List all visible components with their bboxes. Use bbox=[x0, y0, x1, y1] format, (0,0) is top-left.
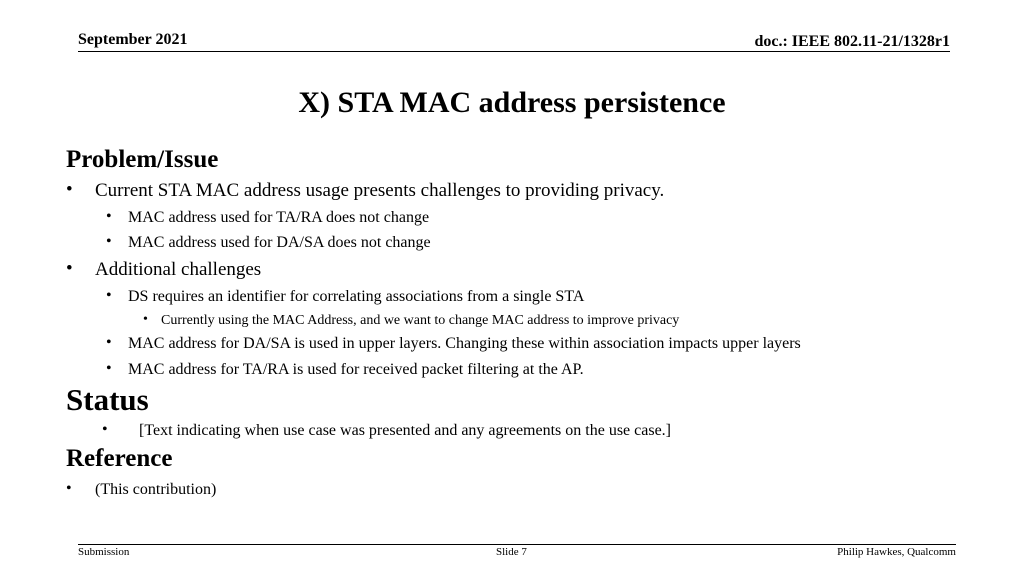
bullet-icon: • bbox=[106, 360, 112, 377]
bullet-text: Additional challenges bbox=[95, 259, 262, 280]
bullet-icon: • bbox=[106, 287, 112, 304]
bullet-text: MAC address used for DA/SA does not change bbox=[128, 234, 431, 251]
bullet-text: DS requires an identifier for correlating associations from a single STA bbox=[128, 288, 585, 305]
bullet-icon: • bbox=[106, 233, 112, 250]
section-heading-status: Status bbox=[66, 382, 149, 417]
bullet-icon: • bbox=[66, 480, 72, 497]
bullet-text: Currently using the MAC Address, and we want to change MAC address to improve privacy bbox=[161, 313, 680, 328]
bullet-text: (This contribution) bbox=[95, 481, 217, 498]
bullet-icon: • bbox=[106, 208, 112, 225]
slide-title: X) STA MAC address persistence bbox=[298, 86, 726, 119]
header-doc-id: doc.: IEEE 802.11-21/1328r1 bbox=[754, 33, 950, 50]
bullet-icon: • bbox=[143, 312, 148, 327]
bullet-icon: • bbox=[66, 179, 73, 200]
header-rule bbox=[78, 51, 950, 52]
header-date: September 2021 bbox=[78, 31, 188, 48]
section-heading-problem: Problem/Issue bbox=[66, 146, 219, 173]
bullet-text: MAC address for TA/RA is used for received packet filtering at the AP. bbox=[128, 361, 584, 378]
bullet-text: MAC address for DA/SA is used in upper layers. Changing these within association impacts upper layers bbox=[128, 335, 801, 352]
bullet-icon: • bbox=[102, 421, 108, 438]
footer-author: Philip Hawkes, Qualcomm bbox=[837, 546, 956, 558]
footer-slide-number: Slide 7 bbox=[496, 546, 527, 558]
section-heading-reference: Reference bbox=[66, 445, 173, 472]
bullet-icon: • bbox=[106, 334, 112, 351]
bullet-text: [Text indicating when use case was presented and any agreements on the use case.] bbox=[139, 422, 672, 439]
footer-rule bbox=[78, 544, 956, 545]
footer-submission: Submission bbox=[78, 546, 130, 558]
bullet-icon: • bbox=[66, 258, 73, 279]
bullet-text: MAC address used for TA/RA does not change bbox=[128, 209, 430, 226]
bullet-text: Current STA MAC address usage presents challenges to providing privacy. bbox=[95, 180, 665, 201]
